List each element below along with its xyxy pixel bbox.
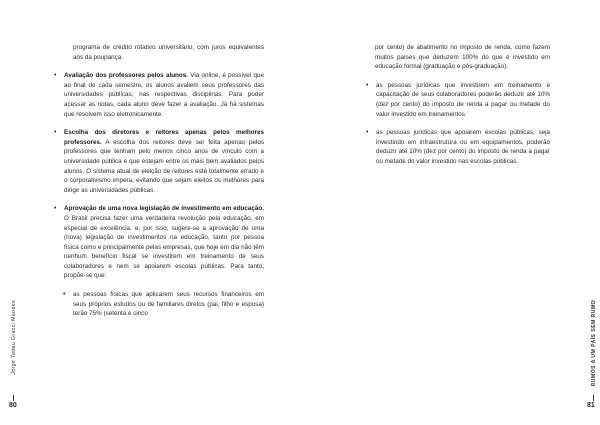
bullet-professor-evaluation xyxy=(54,71,264,119)
left-continuation: programa de crédito rotativo universitário, com juros equivalentes aos da poupança. xyxy=(73,44,264,61)
folio-rule xyxy=(593,395,594,401)
sub-bullet-individuals: • as pessoas físicas que aplicarem seus recursos financeiros em seus próprios estudos ou de familiares diretos (pai, filho e esposa) terão 75% (setenta e cinco xyxy=(63,290,264,319)
bullet-title: Escolha dos diretores e reitores apenas pelos melhores professores. xyxy=(64,129,264,146)
bullet-title: Avaliação dos professores pelos alunos. xyxy=(64,72,188,80)
page-number: 80 xyxy=(9,402,17,409)
right-continuation: por cento) de abatimento no imposto de renda, como fazem muitos países que deduzem 100% do que é investido em educação formal (graduação e pós-graduação). xyxy=(375,44,550,71)
right-page-text xyxy=(366,43,550,176)
bullet-companies-training: • as pessoas jurídicas que investirem em treinamento e capacitação de seus colaboradores poderão deduzir até 10% (dez por cento) do imposto de renda a pagar ou metade do valor investido em treinamentos. xyxy=(366,81,550,119)
bullet-body: A escolha dos reitores deve ser feita apenas pelos professores que tenham pelo menos cinco anos de vínculo com a universidade pública e que estejam entre os mais bem avaliados pelos alunos. O sistema atual de eleição de reitores está totalmente errado e o corporativismo impera, evitando que sejam eleitos os melhores para dirigir as universidades públicas. xyxy=(64,138,264,194)
bullet-body: O Brasil precisa fazer uma verdadeira revolução pela educação, em especial de excelência, e, por isso, sugere-se a aprovação de uma (nova) legislação de investimentos na educação, tanto por pessoa física como e principalmente pelas empresas, que hoje em dia não têm nenhum benefício fiscal se investirem em treinamento de seus colaboradores e nem se apoiarem escolas públicas. Para tanto, propõe-se que: xyxy=(64,214,264,280)
right-page xyxy=(300,0,600,425)
title-running-head: RUMOS A UM PAÍS SEM RUMO xyxy=(591,300,597,387)
folio-rule xyxy=(13,395,14,401)
bullet-education-legislation xyxy=(54,204,264,281)
bullet-companies-schools: • as pessoas jurídicas que apoiarem escolas públicas, seja investindo em infraestrutura ou em equipamentos, poderão deduzir até 10% (dez por cento) do imposto de renda a pagar ou metade do valor investido nas escolas públicas. xyxy=(366,128,550,166)
bullet-title: Aprovação de uma nova legislação de investimento em educação. xyxy=(64,205,264,213)
bullet-director-selection xyxy=(54,128,264,195)
author-running-head: Jorge Tadeu Grazzi Mendes xyxy=(11,300,17,375)
left-page-text xyxy=(54,43,264,328)
bullet-body: Via online, é possível que ao final de cada semestre, os alunos avaliem seus professores das universidades públicas, nas respectivas disciplinas. Para poder acessar as notas, cada aluno deve fazer a avaliação. Já há sistemas que resolvem isso eletronicamente. xyxy=(64,72,264,118)
page-number: 81 xyxy=(587,402,595,409)
